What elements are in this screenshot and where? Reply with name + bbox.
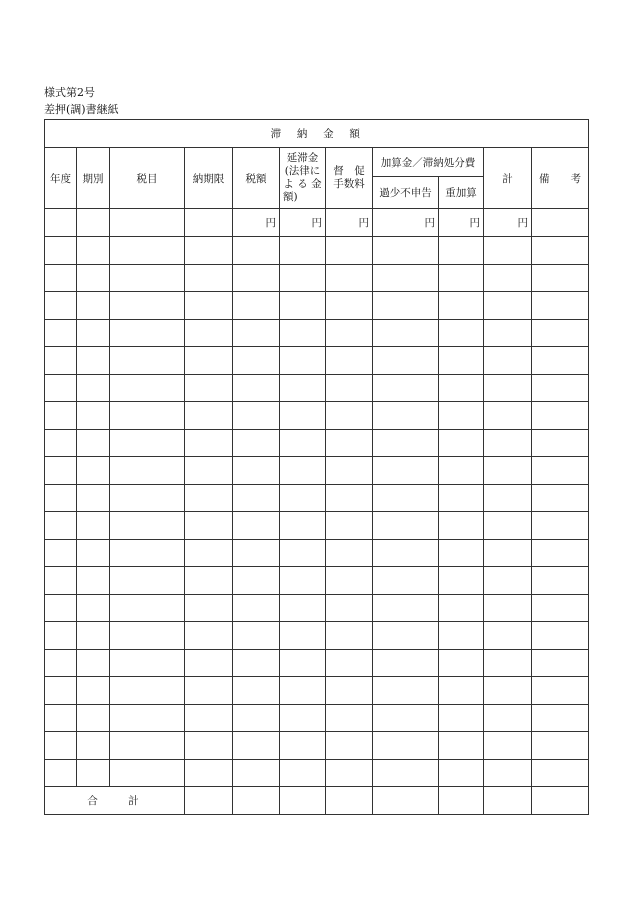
cell-tax-item [110,374,185,402]
cell-tax-item [110,622,185,650]
cell-year [45,677,77,705]
cell-demand-fee [326,292,373,320]
cell-tax-item [110,457,185,485]
cell-delay-charge [280,402,326,430]
cell-under-report [373,622,439,650]
cell-demand-fee [326,429,373,457]
cell-due-date [185,732,233,760]
cell-total [484,402,532,430]
cell-due-date [185,292,233,320]
cell-under-report [373,319,439,347]
cell-total [484,622,532,650]
cell-delay-charge [280,429,326,457]
cell-due-date [185,594,233,622]
cell-heavy-add [439,374,484,402]
cell-heavy-add [439,402,484,430]
table-row [45,457,589,485]
cell-remarks [532,594,589,622]
cell-delay-charge [280,649,326,677]
cell-delay-charge [280,704,326,732]
cell-year [45,732,77,760]
cell-demand-fee [326,649,373,677]
table-row [45,264,589,292]
cell-under-report [373,292,439,320]
cell-tax-amount [233,292,280,320]
table-row [45,237,589,265]
cell-delay-charge [280,292,326,320]
table-row [45,484,589,512]
cell-due-date [185,347,233,375]
cell-tax-item [110,347,185,375]
cell-tax-item [110,512,185,540]
header-due-date: 納期限 [185,148,233,209]
cell-due-date [185,402,233,430]
cell-heavy-add [439,457,484,485]
total-tax-amount [233,787,280,815]
header-heavy-add: 重加算 [439,177,484,209]
cell-total [484,429,532,457]
cell-under-report [373,429,439,457]
cell-period [77,402,110,430]
cell-demand-fee [326,319,373,347]
cell-tax-amount [233,457,280,485]
cell-tax-amount [233,512,280,540]
header-delay-charge [280,148,326,209]
cell-tax-item [110,484,185,512]
cell-delay-charge [280,512,326,540]
cell-remarks [532,292,589,320]
cell-under-report [373,402,439,430]
cell-tax-item [110,429,185,457]
cell-heavy-add [439,237,484,265]
table-row [45,567,589,595]
cell-demand-fee [326,374,373,402]
cell-under-report [373,237,439,265]
cell-heavy-add [439,732,484,760]
cell-tax-amount [233,594,280,622]
total-demand-fee [326,787,373,815]
cell-period [77,512,110,540]
cell-period [77,319,110,347]
table-row [45,704,589,732]
total-due-date [185,787,233,815]
cell-year [45,237,77,265]
cell-tax-item [110,237,185,265]
unit-cell-tax-item [110,209,185,237]
cell-year [45,567,77,595]
cell-demand-fee [326,622,373,650]
cell-due-date [185,622,233,650]
cell-year [45,457,77,485]
cell-under-report [373,347,439,375]
cell-demand-fee [326,594,373,622]
cell-period [77,759,110,787]
header-delay-charge-line1: 延滞金 [286,152,319,164]
cell-heavy-add [439,512,484,540]
cell-total [484,264,532,292]
cell-total [484,732,532,760]
cell-demand-fee [326,677,373,705]
cell-total [484,704,532,732]
cell-tax-item [110,264,185,292]
cell-remarks [532,567,589,595]
cell-total [484,457,532,485]
cell-due-date [185,567,233,595]
table-row [45,292,589,320]
cell-under-report [373,594,439,622]
cell-year [45,429,77,457]
cell-heavy-add [439,484,484,512]
arrears-table [44,119,589,815]
header-under-report: 過少不申告 [373,177,439,209]
table-title: 滞 納 金 額 [45,120,589,148]
cell-tax-amount [233,759,280,787]
cell-total [484,319,532,347]
cell-tax-amount [233,539,280,567]
cell-tax-item [110,567,185,595]
footer-total-label: 合 計 [45,787,185,815]
cell-due-date [185,512,233,540]
cell-tax-item [110,594,185,622]
cell-year [45,319,77,347]
unit-cell-year [45,209,77,237]
cell-total [484,292,532,320]
header-delay-charge-line4: 額) [283,191,298,203]
cell-tax-item [110,402,185,430]
cell-due-date [185,374,233,402]
cell-demand-fee [326,457,373,485]
cell-remarks [532,622,589,650]
unit-cell-remarks [532,209,589,237]
unit-demand-fee: 円 [326,209,373,237]
cell-period [77,622,110,650]
cell-remarks [532,237,589,265]
cell-remarks [532,539,589,567]
header-delay-charge-line2: (法律に [284,165,321,177]
form-title: 差押(調)書継紙 [44,103,119,116]
cell-demand-fee [326,347,373,375]
cell-tax-item [110,732,185,760]
total-total [484,787,532,815]
cell-tax-item [110,677,185,705]
cell-total [484,237,532,265]
cell-tax-amount [233,402,280,430]
header-total: 計 [484,148,532,209]
cell-delay-charge [280,484,326,512]
cell-demand-fee [326,484,373,512]
table-row [45,594,589,622]
cell-under-report [373,677,439,705]
cell-remarks [532,457,589,485]
table-row [45,759,589,787]
cell-remarks [532,402,589,430]
unit-cell-period [77,209,110,237]
cell-heavy-add [439,539,484,567]
table-row [45,649,589,677]
cell-period [77,484,110,512]
total-remarks [532,787,589,815]
cell-tax-item [110,319,185,347]
total-heavy-add [439,787,484,815]
cell-remarks [532,512,589,540]
cell-period [77,594,110,622]
cell-total [484,567,532,595]
cell-year [45,759,77,787]
table-row [45,429,589,457]
cell-heavy-add [439,319,484,347]
cell-remarks [532,374,589,402]
cell-total [484,759,532,787]
cell-delay-charge [280,539,326,567]
cell-remarks [532,732,589,760]
cell-under-report [373,484,439,512]
cell-tax-item [110,704,185,732]
cell-delay-charge [280,594,326,622]
cell-under-report [373,457,439,485]
cell-due-date [185,319,233,347]
cell-heavy-add [439,292,484,320]
cell-tax-item [110,292,185,320]
cell-due-date [185,539,233,567]
cell-delay-charge [280,319,326,347]
cell-period [77,677,110,705]
cell-remarks [532,484,589,512]
cell-heavy-add [439,567,484,595]
cell-year [45,402,77,430]
cell-demand-fee [326,237,373,265]
cell-period [77,374,110,402]
header-year: 年度 [45,148,77,209]
header-period: 期別 [77,148,110,209]
cell-total [484,677,532,705]
cell-year [45,649,77,677]
cell-delay-charge [280,374,326,402]
cell-year [45,512,77,540]
cell-tax-amount [233,264,280,292]
table-row [45,677,589,705]
cell-year [45,622,77,650]
cell-demand-fee [326,704,373,732]
cell-delay-charge [280,622,326,650]
cell-remarks [532,347,589,375]
cell-period [77,649,110,677]
cell-period [77,237,110,265]
total-delay-charge [280,787,326,815]
cell-tax-amount [233,649,280,677]
table-row [45,319,589,347]
cell-delay-charge [280,347,326,375]
unit-total: 円 [484,209,532,237]
cell-year [45,539,77,567]
cell-year [45,374,77,402]
cell-delay-charge [280,759,326,787]
cell-period [77,567,110,595]
cell-tax-amount [233,237,280,265]
cell-tax-item [110,539,185,567]
cell-heavy-add [439,704,484,732]
total-under-report [373,787,439,815]
cell-period [77,429,110,457]
cell-due-date [185,704,233,732]
cell-heavy-add [439,677,484,705]
cell-total [484,539,532,567]
cell-remarks [532,759,589,787]
cell-period [77,704,110,732]
cell-tax-amount [233,677,280,705]
cell-demand-fee [326,512,373,540]
cell-total [484,649,532,677]
cell-tax-item [110,649,185,677]
cell-remarks [532,429,589,457]
cell-year [45,594,77,622]
cell-heavy-add [439,594,484,622]
cell-delay-charge [280,237,326,265]
table-row [45,347,589,375]
unit-heavy-add: 円 [439,209,484,237]
cell-period [77,732,110,760]
cell-remarks [532,704,589,732]
header-surcharge-group: 加算金／滞納処分費 [373,148,484,177]
cell-demand-fee [326,732,373,760]
header-demand-fee-line2: 手数料 [333,178,365,190]
cell-year [45,292,77,320]
cell-delay-charge [280,677,326,705]
table-row [45,402,589,430]
cell-total [484,484,532,512]
cell-due-date [185,429,233,457]
cell-heavy-add [439,622,484,650]
table-row [45,622,589,650]
cell-demand-fee [326,402,373,430]
cell-period [77,292,110,320]
cell-due-date [185,457,233,485]
cell-demand-fee [326,264,373,292]
unit-cell-due-date [185,209,233,237]
header-remarks: 備 考 [532,148,589,209]
cell-under-report [373,567,439,595]
cell-due-date [185,649,233,677]
cell-heavy-add [439,759,484,787]
cell-year [45,347,77,375]
cell-total [484,512,532,540]
table-row [45,374,589,402]
table-row [45,732,589,760]
cell-due-date [185,484,233,512]
form-number: 様式第2号 [44,86,95,99]
table-row [45,512,589,540]
table-row [45,539,589,567]
cell-tax-amount [233,347,280,375]
header-tax-item: 税目 [110,148,185,209]
header-tax-amount: 税額 [233,148,280,209]
cell-heavy-add [439,429,484,457]
cell-under-report [373,704,439,732]
unit-under-report: 円 [373,209,439,237]
cell-year [45,484,77,512]
cell-heavy-add [439,649,484,677]
cell-period [77,539,110,567]
header-demand-fee [326,148,373,209]
unit-delay-charge: 円 [280,209,326,237]
cell-due-date [185,677,233,705]
cell-under-report [373,539,439,567]
cell-heavy-add [439,264,484,292]
cell-delay-charge [280,264,326,292]
cell-period [77,264,110,292]
cell-due-date [185,759,233,787]
header-delay-charge-line3: よ る 金 [283,178,322,190]
cell-total [484,594,532,622]
cell-remarks [532,319,589,347]
cell-demand-fee [326,539,373,567]
cell-tax-amount [233,374,280,402]
cell-due-date [185,237,233,265]
cell-remarks [532,264,589,292]
cell-delay-charge [280,457,326,485]
cell-under-report [373,649,439,677]
cell-tax-amount [233,429,280,457]
cell-year [45,704,77,732]
cell-remarks [532,677,589,705]
cell-period [77,457,110,485]
cell-tax-amount [233,319,280,347]
cell-heavy-add [439,347,484,375]
cell-year [45,264,77,292]
cell-tax-amount [233,484,280,512]
cell-under-report [373,732,439,760]
cell-tax-amount [233,704,280,732]
cell-period [77,347,110,375]
total-row [45,787,589,815]
cell-demand-fee [326,759,373,787]
unit-row [45,209,589,237]
cell-under-report [373,759,439,787]
cell-due-date [185,264,233,292]
cell-total [484,347,532,375]
cell-tax-item [110,759,185,787]
cell-tax-amount [233,732,280,760]
cell-demand-fee [326,567,373,595]
cell-remarks [532,649,589,677]
cell-delay-charge [280,732,326,760]
header-demand-fee-line1: 督 促 [333,165,365,177]
cell-under-report [373,512,439,540]
cell-tax-amount [233,622,280,650]
cell-delay-charge [280,567,326,595]
unit-tax-amount: 円 [233,209,280,237]
cell-under-report [373,374,439,402]
cell-total [484,374,532,402]
cell-tax-amount [233,567,280,595]
cell-under-report [373,264,439,292]
